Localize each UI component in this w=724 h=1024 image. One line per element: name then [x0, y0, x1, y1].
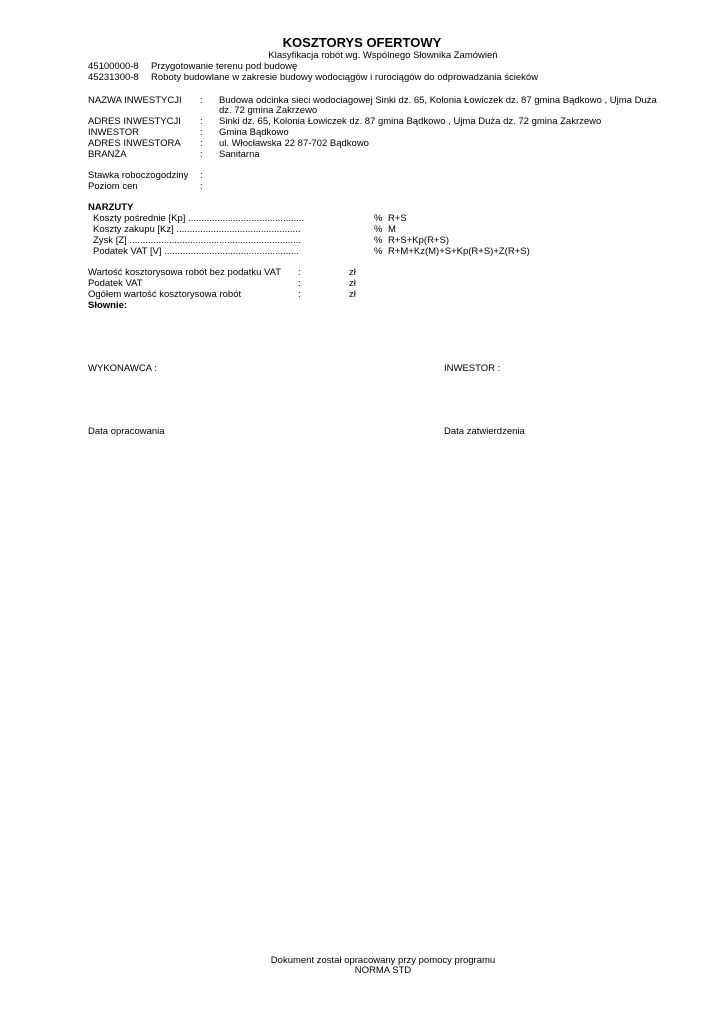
- narzut-vat-label: Podatek VAT [V] ...................................................: [93, 246, 299, 257]
- adres-inwestora-sep: :: [200, 138, 203, 149]
- total-netto-label: Wartość kosztorysowa robót bez podatku VAT: [88, 267, 282, 278]
- total-brutto-unit: zł: [349, 289, 356, 300]
- footer-line2: NORMA STD: [354, 965, 412, 976]
- nazwa-label: NAZWA INWESTYCJI: [88, 95, 182, 106]
- narzut-z-formula: R+S+Kp(R+S): [388, 235, 449, 246]
- cpv-code-2: 45231300-8: [88, 72, 139, 83]
- document-title: KOSZTORYS OFERTOWY: [282, 35, 442, 50]
- total-netto-unit: zł: [349, 267, 356, 278]
- branza-label: BRANŻA: [88, 149, 127, 160]
- wykonawca-label: WYKONAWCA :: [88, 363, 157, 374]
- total-brutto-sep: :: [298, 289, 301, 300]
- cpv-desc-2: Roboty budowlane w zakresie budowy wodociągów i rurociągów do odprowadzania ścieków: [151, 72, 539, 83]
- narzut-vat-unit: %: [374, 246, 383, 257]
- document-subtitle: Klasyfikacja robót wg. Wspólnego Słownika Zamówień: [268, 50, 498, 61]
- stawka-label: Stawka roboczogodziny: [88, 170, 189, 181]
- narzut-kz-formula: M: [388, 224, 396, 235]
- narzut-z-label: Zysk [Z] .................................................................: [93, 235, 301, 246]
- inwestor-value: Gmina Bądkowo: [219, 127, 289, 138]
- stawka-sep: :: [200, 170, 203, 181]
- adres-value: Sinki dz. 65, Kolonia Łowiczek dz. 87 gmina Bądkowo , Ujma Duża dz. 72 gmina Zakrzewo: [219, 116, 602, 127]
- nazwa-value-line1: Budowa odcinka sieci wodociagowej Sinki dz. 65, Kolonia Łowiczek dz. 87 gmina Bądkowo , Ujma Duża: [219, 95, 657, 106]
- adres-inwestora-label: ADRES INWESTORA: [88, 138, 181, 149]
- adres-inwestora-value: ul. Włocławska 22 87-702 Bądkowo: [219, 138, 369, 149]
- narzut-kp-label: Koszty pośrednie [Kp] ............................................: [93, 213, 305, 224]
- nazwa-value-line2: dz. 72 gmina Zakrzewo: [219, 105, 318, 116]
- narzuty-heading: NARZUTY: [88, 202, 134, 213]
- total-netto-sep: :: [298, 267, 301, 278]
- total-brutto-label: Ogółem wartość kosztorysowa robót: [88, 289, 242, 300]
- inwestor-signature-label: INWESTOR :: [444, 363, 501, 374]
- narzut-kz-label: Koszty zakupu [Kz] ...............................................: [93, 224, 301, 235]
- inwestor-label: INWESTOR: [88, 127, 140, 138]
- total-vat-sep: :: [298, 278, 301, 289]
- data-zatwierdzenia-label: Data zatwierdzenia: [444, 426, 525, 437]
- total-vat-unit: zł: [349, 278, 356, 289]
- narzut-kp-formula: R+S: [388, 213, 407, 224]
- branza-value: Sanitarna: [219, 149, 260, 160]
- branza-sep: :: [200, 149, 203, 160]
- data-opracowania-label: Data opracowania: [88, 426, 165, 437]
- adres-label: ADRES INWESTYCJI: [88, 116, 181, 127]
- inwestor-sep: :: [200, 127, 203, 138]
- narzut-kp-unit: %: [374, 213, 383, 224]
- total-vat-label: Podatek VAT: [88, 278, 143, 289]
- poziom-cen-label: Poziom cen: [88, 181, 138, 192]
- cpv-desc-1: Przygotowanie terenu pod budowę: [151, 61, 298, 72]
- narzut-vat-formula: R+M+Kz(M)+S+Kp(R+S)+Z(R+S): [388, 246, 530, 257]
- narzut-z-unit: %: [374, 235, 383, 246]
- cpv-code-1: 45100000-8: [88, 61, 139, 72]
- footer-line1: Dokument został opracowany przy pomocy programu: [270, 955, 496, 966]
- poziom-cen-sep: :: [200, 181, 203, 192]
- nazwa-sep: :: [200, 95, 203, 106]
- slownie-label: Słownie:: [88, 300, 128, 311]
- narzut-kz-unit: %: [374, 224, 383, 235]
- adres-sep: :: [200, 116, 203, 127]
